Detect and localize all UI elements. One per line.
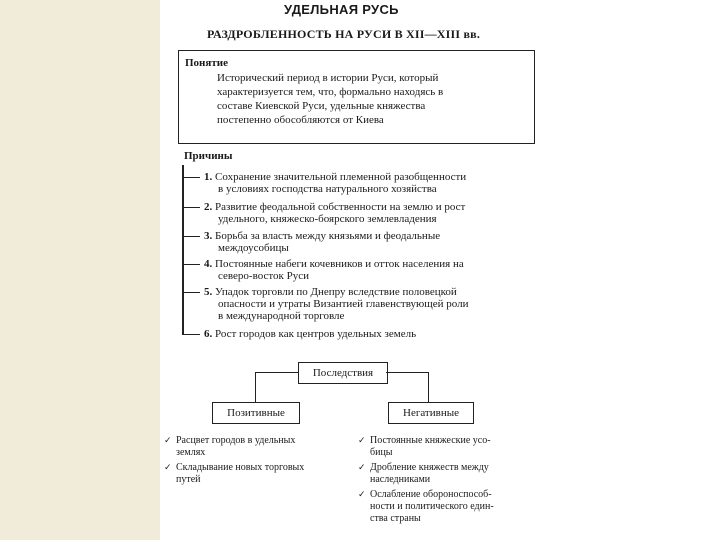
connector-line [428,372,429,402]
concept-line: постепенно обособляются от Киева [217,114,384,126]
causes-label: Причины [184,150,233,162]
cause-line: Борьба за власть между князьями и феодальные [215,230,441,242]
concept-text [217,71,517,127]
list-line: путей [176,474,201,485]
cause-line: в международной торговле [218,310,345,322]
negative-box: Негативные [388,402,474,424]
cause-line: Постоянные набеги кочевников и отток населения на [215,258,464,270]
cause-line: Рост городов как центров удельных земель [215,328,417,340]
cause-line: удельного, княжеско-боярского землевладения [218,213,437,225]
connector-line [255,372,256,402]
cause-line: Упадок торговли по Днепру вследствие половецкой [215,286,457,298]
list-item [164,462,334,486]
cause-line: в условиях господства натурального хозяйства [218,183,437,195]
cause-line: северо-восток Руси [218,270,309,282]
list-item [358,489,533,525]
list-line: Расцвет городов в удельных [176,435,296,446]
cause-item [204,230,530,254]
concept-label: Понятие [185,57,228,69]
connector-line [386,372,429,373]
list-line: Ослабление обороноспособ- [370,489,492,500]
list-line: Постоянные княжеские усо- [370,435,491,446]
cause-line: опасности и утраты Византией главенствующей роли [218,298,469,310]
concept-line: Исторический период в истории Руси, который [217,72,439,84]
list-line: Складывание новых торговых [176,462,305,473]
list-item [164,435,334,459]
list-line: бицы [370,447,393,458]
positive-box: Позитивные [212,402,300,424]
cause-connector [182,264,200,265]
page-title: РАЗДРОБЛЕННОСТЬ НА РУСИ В XII—XIII вв. [207,27,481,41]
cause-number: 4. [204,258,213,270]
cause-item [204,171,530,195]
cause-item [204,201,530,225]
consequences-box: Последствия [298,362,388,384]
connector-line [255,372,298,373]
cause-number: 5. [204,286,213,298]
cause-number: 3. [204,230,213,242]
check-icon: ✓ [358,490,366,500]
cause-item [204,258,530,282]
check-icon: ✓ [358,463,366,473]
concept-box [178,50,535,144]
check-icon: ✓ [164,436,172,446]
cause-connector [182,292,200,293]
list-line: ности и политического един- [370,501,494,512]
cause-line: междоусобицы [218,242,289,254]
list-item [358,435,533,459]
causes-bracket [182,165,184,335]
cause-number: 1. [204,171,213,183]
page-header: УДЕЛЬНАЯ РУСЬ [284,2,399,17]
list-line: Дробление княжеств между [370,462,489,473]
list-item [358,462,533,486]
cause-number: 6. [204,328,213,340]
concept-line: составе Киевской Руси, удельные княжества [217,100,426,112]
list-line: наследниками [370,474,431,485]
cause-item [204,328,530,340]
list-line: ства страны [370,513,421,524]
cause-line: Развитие феодальной собственности на землю и рост [215,201,466,213]
check-icon: ✓ [358,436,366,446]
cause-line: Сохранение значительной племенной разобщенности [215,171,467,183]
cause-number: 2. [204,201,213,213]
positive-list [164,435,334,489]
cause-connector [182,236,200,237]
negative-list [358,435,533,528]
concept-line: характеризуется тем, что, формально находясь в [217,86,444,98]
check-icon: ✓ [164,463,172,473]
cause-connector [182,177,200,178]
list-line: землях [176,447,206,458]
cause-connector [182,207,200,208]
cause-item [204,286,530,322]
slide-page [160,0,720,540]
left-sidebar-panel [0,0,160,540]
cause-connector [182,334,200,335]
